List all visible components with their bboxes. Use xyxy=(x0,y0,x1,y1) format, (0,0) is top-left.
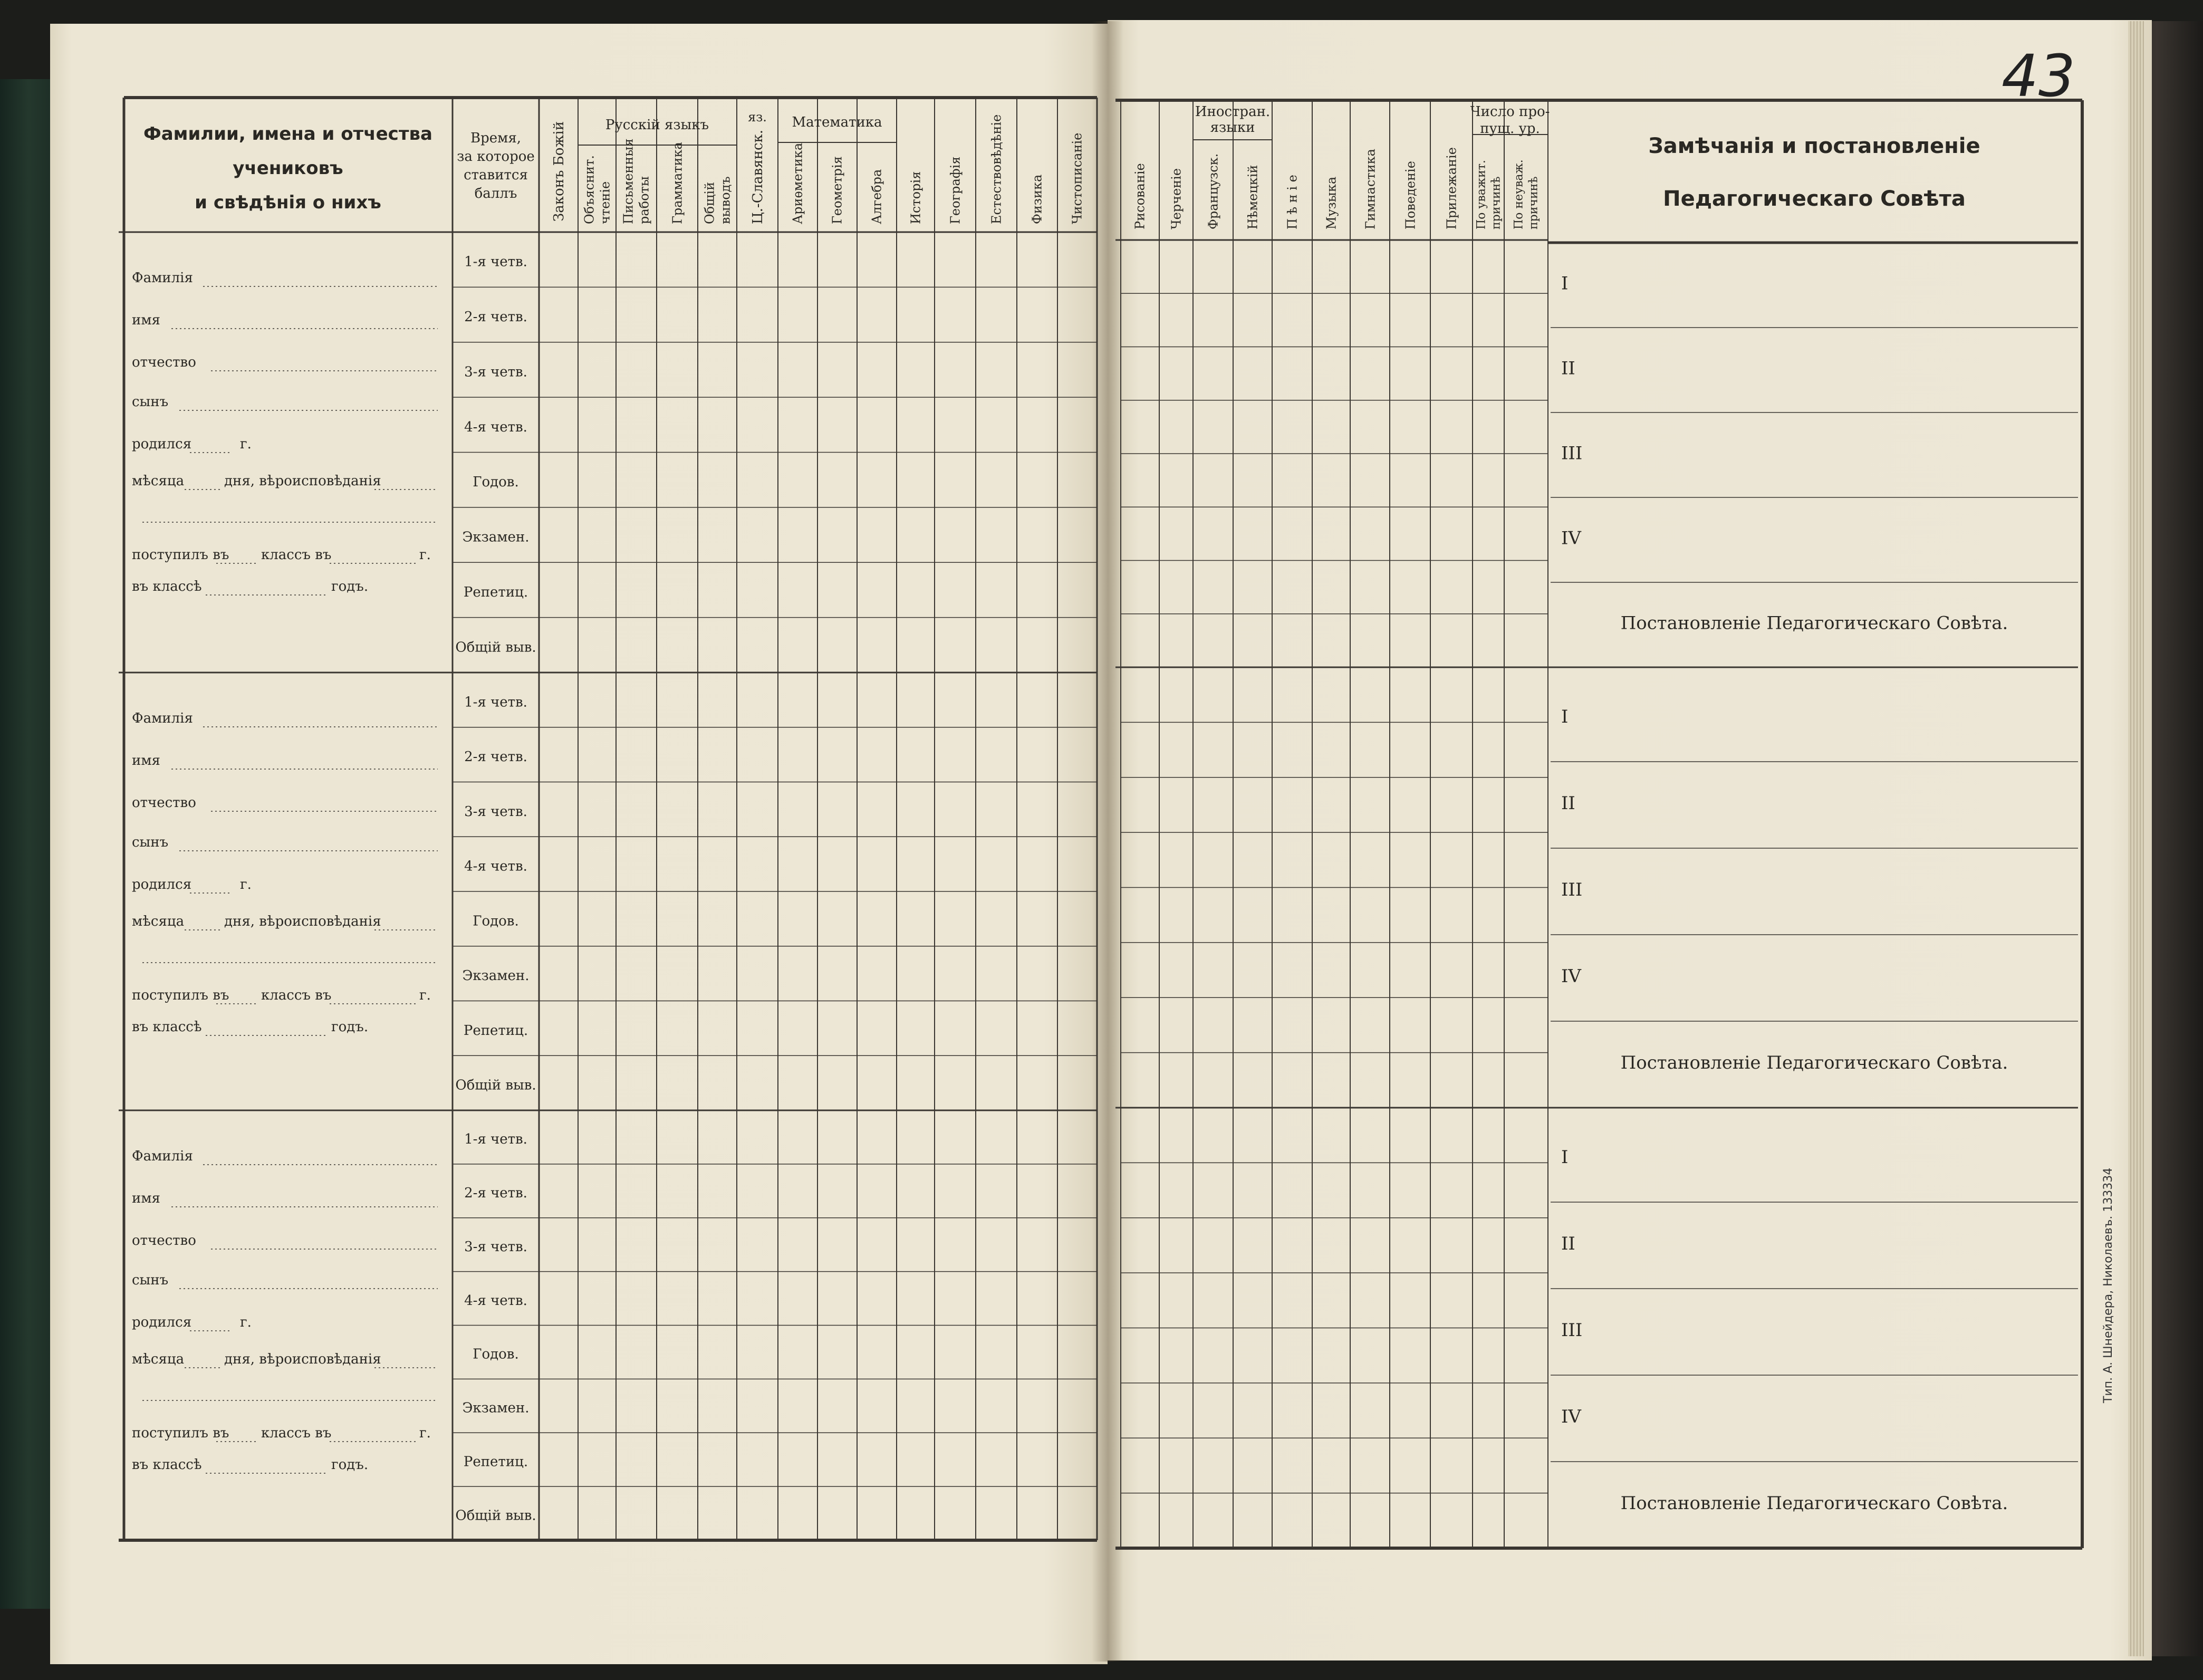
period-label: Общій выв. xyxy=(455,1508,536,1524)
period-label: Годов. xyxy=(473,1346,519,1362)
quarter-roman-numeral: II xyxy=(1561,1233,1575,1255)
student-field-label: классъ въ xyxy=(261,987,332,1003)
subject-header: Общій xyxy=(702,181,717,224)
student-field-label: мѣсяца xyxy=(132,473,185,489)
absence-header: По неуваж. xyxy=(1512,159,1526,229)
period-label: 2-я четв. xyxy=(464,749,527,765)
student-field-label: мѣсяца xyxy=(132,914,185,929)
period-label: Общій выв. xyxy=(455,639,536,656)
student-field-label: сынъ xyxy=(132,1272,169,1288)
student-field-label: классъ въ xyxy=(261,547,332,563)
period-label: 2-я четв. xyxy=(464,309,527,325)
subject-group-header: языки xyxy=(1210,120,1255,136)
student-field-label: въ классѣ xyxy=(132,1457,202,1473)
subject-header: Ц.-Славянск. xyxy=(750,129,766,224)
quarter-roman-numeral: IV xyxy=(1561,966,1581,987)
student-field-label: классъ въ xyxy=(261,1425,332,1441)
printer-imprint: Тип. А. Шнейдера, Николаевъ. 133334 xyxy=(2102,1167,2115,1403)
subject-header: работы xyxy=(637,176,652,224)
student-field-label: г. xyxy=(240,436,252,452)
period-label: Репетиц. xyxy=(463,584,528,600)
absence-header: причинѣ xyxy=(1489,176,1503,229)
student-field-label: Фамилія xyxy=(132,711,193,726)
subject-header: Нѣмецкій xyxy=(1245,165,1261,229)
student-field-label: въ классѣ xyxy=(132,1019,202,1035)
quarter-roman-numeral: I xyxy=(1561,1147,1569,1168)
subject-header: Чистописаніе xyxy=(1070,132,1085,224)
student-field-label: имя xyxy=(132,1191,160,1206)
subject-header: Объяснит. xyxy=(582,155,597,224)
student-field-label: г. xyxy=(240,1314,252,1330)
student-field-label: г. xyxy=(419,1425,431,1441)
period-label: 4-я четв. xyxy=(464,858,527,875)
council-resolution-label: Постановленіе Педагогическаго Совѣта. xyxy=(1620,1493,2008,1514)
names-column-header: Фамилии, имена и отчества xyxy=(143,123,432,145)
student-field-label: годъ. xyxy=(331,1019,369,1035)
remarks-column-header: Педагогическаго Совѣта xyxy=(1663,187,1966,211)
subject-header: Географія xyxy=(948,156,963,224)
subject-header: Французск. xyxy=(1206,153,1221,229)
student-field-label: имя xyxy=(132,312,160,328)
student-field-label: отчество xyxy=(132,354,196,370)
quarter-roman-numeral: IV xyxy=(1561,527,1581,549)
quarter-roman-numeral: II xyxy=(1561,793,1575,814)
names-column-header: и свѣдѣнія о нихъ xyxy=(195,192,381,213)
period-label: 2-я четв. xyxy=(464,1185,527,1202)
period-label: 4-я четв. xyxy=(464,419,527,435)
student-field-label: годъ. xyxy=(331,579,369,594)
subject-header: Естествовѣдѣніе xyxy=(989,114,1004,224)
subject-header: Законъ Божій xyxy=(551,121,567,222)
subject-group-header: Математика xyxy=(792,114,882,130)
subject-group-header: яз. xyxy=(748,110,767,124)
page-number: 43 xyxy=(2002,42,2075,110)
remarks-column-header: Замѣчанія и постановленіе xyxy=(1648,134,1980,158)
names-column-header: учениковъ xyxy=(233,158,343,179)
student-field-label: г. xyxy=(419,987,431,1003)
student-field-label: годъ. xyxy=(331,1457,369,1473)
subject-header: П ѣ н і е xyxy=(1285,175,1300,229)
quarter-roman-numeral: IV xyxy=(1561,1406,1581,1428)
subject-header: Прилежаніе xyxy=(1444,147,1459,229)
student-field-label: поступилъ въ xyxy=(132,547,229,563)
subject-header: Грамматика xyxy=(670,142,685,224)
subject-header: Рисованіе xyxy=(1132,163,1148,229)
subject-header: чтеніе xyxy=(598,181,613,224)
period-label: Экзамен. xyxy=(462,529,530,545)
subject-group-header: Иностран. xyxy=(1195,104,1271,120)
period-label: Экзамен. xyxy=(462,1400,530,1416)
subject-header: Исторія xyxy=(908,171,923,224)
student-field-label: отчество xyxy=(132,1233,196,1249)
council-resolution-label: Постановленіе Педагогическаго Совѣта. xyxy=(1620,1052,2008,1074)
quarter-roman-numeral: III xyxy=(1561,879,1583,901)
student-field-label: г. xyxy=(240,877,252,892)
period-label: 1-я четв. xyxy=(464,254,527,270)
subject-header: Поведеніе xyxy=(1403,161,1418,229)
period-label: 4-я четв. xyxy=(464,1292,527,1309)
time-column-header: баллъ xyxy=(474,186,517,201)
student-field-label: родился xyxy=(132,877,192,892)
student-field-label: отчество xyxy=(132,795,196,811)
time-column-header: за которое xyxy=(457,149,535,165)
period-label: 3-я четв. xyxy=(464,1239,527,1255)
subject-header: Ариѳметика xyxy=(790,142,805,224)
period-label: Экзамен. xyxy=(462,968,530,984)
period-label: Репетиц. xyxy=(463,1022,528,1039)
subject-header: выводъ xyxy=(718,176,733,224)
student-field-label: мѣсяца xyxy=(132,1351,185,1367)
period-label: 3-я четв. xyxy=(464,364,527,380)
period-label: Общій выв. xyxy=(455,1077,536,1093)
student-field-label: Фамилія xyxy=(132,1148,193,1164)
period-label: Годов. xyxy=(473,474,519,491)
student-field-label: родился xyxy=(132,1314,192,1330)
period-label: Годов. xyxy=(473,913,519,929)
absence-group-header: пущ. ур. xyxy=(1480,121,1540,137)
student-field-label: поступилъ въ xyxy=(132,1425,229,1441)
quarter-roman-numeral: I xyxy=(1561,706,1569,728)
subject-header: Музыка xyxy=(1324,176,1339,229)
student-field-label: г. xyxy=(419,547,431,563)
student-field-label: родился xyxy=(132,436,192,452)
student-field-label: дня, вѣроисповѣданія xyxy=(224,914,381,929)
student-field-label: дня, вѣроисповѣданія xyxy=(224,473,381,489)
council-resolution-label: Постановленіе Педагогическаго Совѣта. xyxy=(1620,612,2008,634)
subject-header: Алгебра xyxy=(869,169,884,224)
student-field-label: сынъ xyxy=(132,834,169,850)
absence-header: По уважит. xyxy=(1475,160,1488,229)
student-field-label: Фамилія xyxy=(132,270,193,286)
student-field-label: сынъ xyxy=(132,394,169,410)
subject-header: Физика xyxy=(1030,174,1045,224)
period-label: 1-я четв. xyxy=(464,1131,527,1148)
time-column-header: Время, xyxy=(470,130,522,146)
subject-header: Черченіе xyxy=(1169,168,1184,229)
student-field-label: поступилъ въ xyxy=(132,987,229,1003)
quarter-roman-numeral: III xyxy=(1561,1320,1583,1341)
subject-header: Геометрія xyxy=(830,156,845,224)
quarter-roman-numeral: I xyxy=(1561,273,1569,294)
student-field-label: дня, вѣроисповѣданія xyxy=(224,1351,381,1367)
period-label: Репетиц. xyxy=(463,1454,528,1470)
period-label: 1-я четв. xyxy=(464,694,527,711)
student-field-label: имя xyxy=(132,753,160,769)
period-label: 3-я четв. xyxy=(464,803,527,820)
time-column-header: ставится xyxy=(464,167,528,183)
subject-header: Письменныя xyxy=(621,138,636,224)
subject-group-header: Русскій языкъ xyxy=(605,117,709,133)
quarter-roman-numeral: III xyxy=(1561,443,1583,464)
absence-group-header: Число про- xyxy=(1470,104,1550,120)
absence-header: причинѣ xyxy=(1527,176,1541,229)
subject-header: Гимнастика xyxy=(1363,149,1378,229)
quarter-roman-numeral: II xyxy=(1561,358,1575,379)
student-field-label: въ классѣ xyxy=(132,579,202,594)
